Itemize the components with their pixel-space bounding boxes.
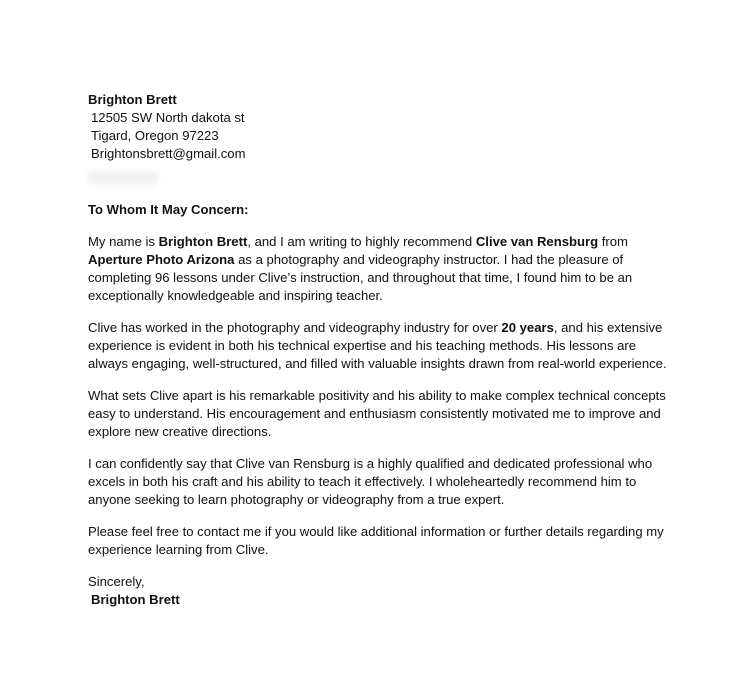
para1-text-3: from	[598, 234, 628, 249]
closing: Sincerely,	[88, 574, 145, 589]
paragraph-experience	[88, 319, 678, 373]
paragraph-qualities: What sets Clive apart is his remarkable positivity and his ability to make complex technical concepts easy to understand. His encouragement and enthusiasm consistently motivated me to improve and explore new creative directions.	[88, 388, 666, 439]
para1-text-1: My name is	[88, 234, 159, 249]
sender-city: Tigard, Oregon 97223	[91, 128, 219, 143]
para2-text-1: Clive has worked in the photography and videography industry for over	[88, 320, 502, 335]
letter	[88, 91, 678, 609]
para1-bold-company: Aperture Photo Arizona	[88, 252, 235, 267]
para2-bold-years: 20 years	[501, 320, 554, 335]
paragraph-intro	[88, 233, 678, 305]
para1-bold-instructor: Clive van Rensburg	[475, 234, 599, 249]
sender-email: Brightonsbrett@gmail.com	[91, 146, 246, 161]
signature: Brighton Brett	[91, 592, 180, 607]
sender-street: 12505 SW North dakota st	[91, 110, 245, 125]
salutation: To Whom It May Concern:	[88, 202, 249, 217]
paragraph-contact: Please feel free to contact me if you would like additional information or further details regarding my experience learning from Clive.	[88, 524, 664, 557]
para1-text-4: as a photography and videography instructor. I had the pleasure of completing 96 lessons under Clive’s instruction, and throughout that time, I found him to be an exceptionally knowledgeable and inspiring teacher.	[88, 252, 633, 303]
redacted-date	[88, 171, 158, 185]
para2-text-2: , and his extensive experience is evident in both his technical expertise and his teaching methods. His lessons are always engaging, well-structured, and filled with valuable insights drawn from real-world experience.	[88, 320, 667, 371]
para1-text-2: , and I am writing to highly recommend	[247, 234, 476, 249]
para1-bold-writer: Brighton Brett	[158, 234, 248, 249]
paragraph-recommendation: I can confidently say that Clive van Rensburg is a highly qualified and dedicated professional who excels in both his craft and his ability to teach it effectively. I wholeheartedly recommend him to anyone seeking to learn photography or videography from a true expert.	[88, 456, 653, 507]
sender-name: Brighton Brett	[88, 92, 177, 107]
